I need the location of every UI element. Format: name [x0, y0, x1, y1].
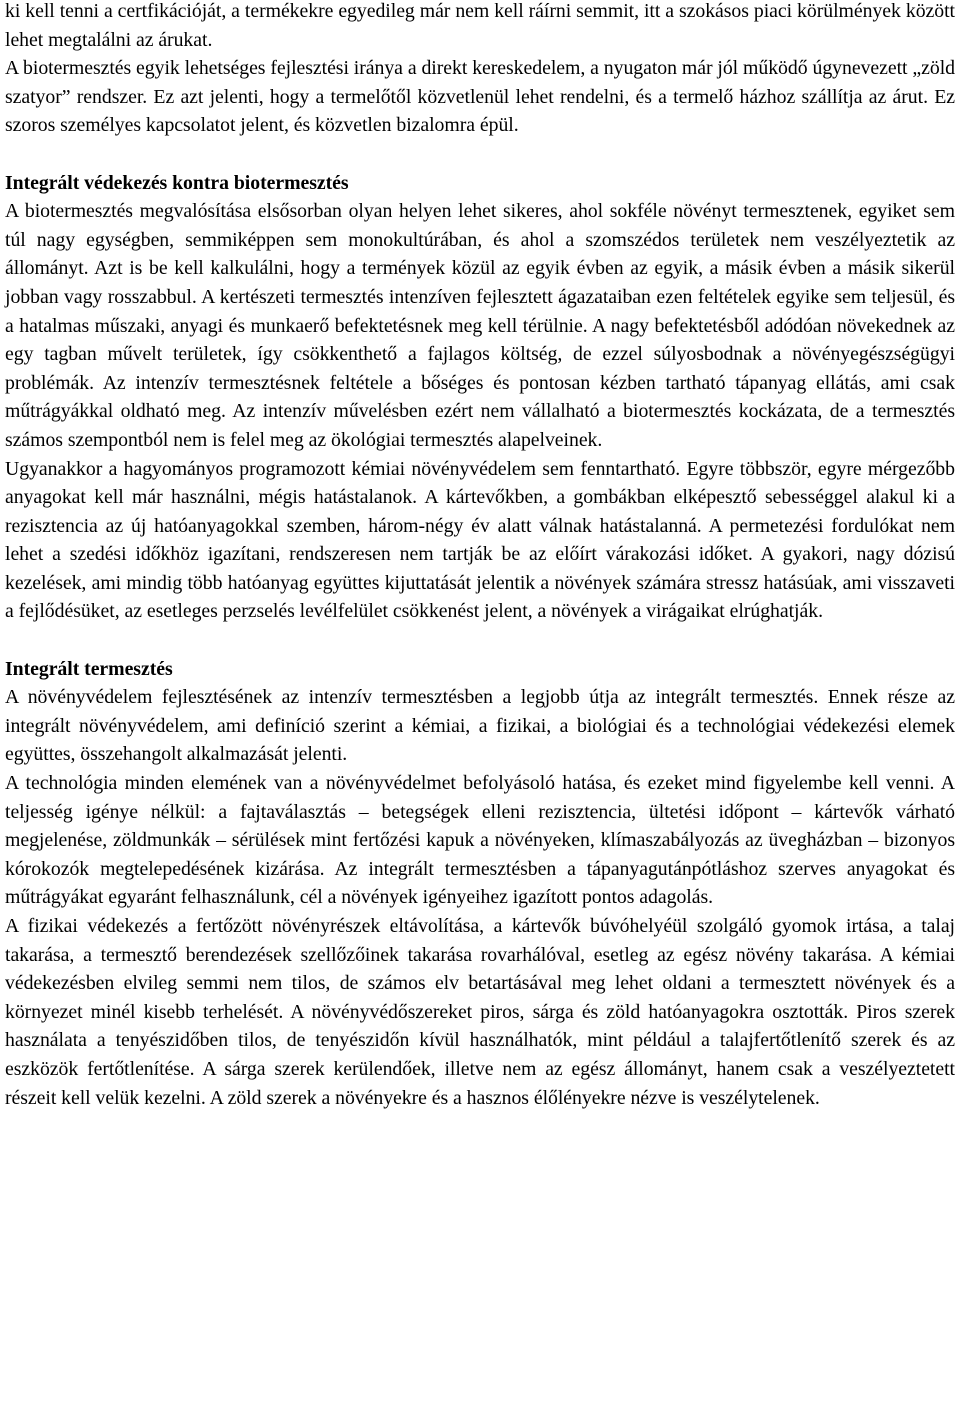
- paragraph-certification: ki kell tenni a certfikációját, a termékekre egyedileg már nem kell ráírni semmit, itt a szokásos piaci körülmények között lehet megtalálni az árukat.: [5, 0, 955, 51]
- section-heading-integrated-vs-bio: Integrált védekezés kontra biotermesztés: [5, 171, 349, 194]
- paragraph-bio-feasibility: A biotermesztés megvalósítása elsősorban olyan helyen lehet sikeres, ahol sokféle növényt termesztenek, egyiket sem túl nagy egységben, semmiképpen sem monokultúrában, és ahol a szomszédos területek nem veszélyeztetik az állományt. Azt is be kell kalkulálni, hogy a termények közül az egyik évben az egyik, a másik évben a másik sikerül jobban vagy rosszabbul. A kertészeti termesztés intenzíven fejlesztett ágazataiban ezen feltételek egyike sem teljesül, és a hatalmas műszaki, anyagi és munkaerő befektetésnek meg kell térülnie. A nagy befektetésből adódóan növekednek az egy tagban művelt területek, így csökkenthető a fajlagos költség, de ezzel súlyosbodnak a növényegészségügyi problémák. Az intenzív termesztésnek feltétele a bőséges és pontosan kézben tartható tápanyag ellátás, ami csak műtrágyákkal oldható meg. Az intenzív művelésben ezért nem vállalható a biotermesztés kockázata, de a termesztés számos szempontból nem is felel meg az ökológiai termesztés alapelveinek.: [5, 200, 955, 451]
- paragraph-integrated-definition: A növényvédelem fejlesztésének az intenzív termesztésben a legjobb útja az integrált termesztés. Ennek része az integrált növényvédelem, ami definíció szerint a kémiai, a fizikai, a biológiai és a technológiai védekezési elemek együttes, összehangolt alkalmazását jelenti.: [5, 686, 955, 766]
- section-heading-integrated-production: Integrált termesztés: [5, 657, 173, 680]
- paragraph-technology-elements: A technológia minden elemének van a növényvédelmet befolyásoló hatása, és ezeket mind figyelembe kell venni. A teljesség igénye nélkül: a fajtaválasztás – betegségek elleni rezisztencia, ültetési időpont – kártevők várható megjelenése, zöldmunkák – sérülések mint fertőzési kapuk a növényeken, klímaszabályozás az üvegházban – bizonyos kórokozók megtelepedésének kizárása. Az integrált termesztésben a tápanyagutánpótláshoz szerves anyagokat és műtrágyákat egyaránt felhasználunk, cél a növények igényeihez igazított pontos adagolás.: [5, 772, 955, 909]
- paragraph-physical-chemical-protection: A fizikai védekezés a fertőzött növényrészek eltávolítása, a kártevők búvóhelyéül szolgáló gyomok irtása, a talaj takarása, a termesztő berendezések szellőzőinek takarása rovarhálóval, esetleg az egész növény takarása. A kémiai védekezésben elvileg semmi nem tilos, de számos elv betartásával meg lehet oldani a termesztett növények és a környezet minél kisebb terhelését. A növényvédőszereket piros, sárga és zöld hatóanyagokra osztották. Piros szerek használata a tenyészidőben tilos, de tenyészidőn kívül használhatók, mint például a talajfertőtlenítő szerek és az eszközök fertőtlenítése. A sárga szerek kerülendőek, illetve nem az egész állományt, hanem csak a veszélyeztetett részeit kell velük kezelni. A zöld szerek a növényekre és a hasznos élőlényekre nézve is veszélytelenek.: [5, 915, 955, 1109]
- paragraph-green-bag: A biotermesztés egyik lehetséges fejlesztési iránya a direkt kereskedelem, a nyugaton már jól működő úgynevezett „zöld szatyor” rendszer. Ez azt jelenti, hogy a termelőtől közvetlenül lehet rendelni, és a termelő házhoz szállítja az árut. Ez szoros személyes kapcsolatot jelent, és közvetlen bizalomra épül.: [5, 57, 955, 137]
- paragraph-chemical-protection: Ugyanakkor a hagyományos programozott kémiai növényvédelem sem fenntartható. Egyre többször, egyre mérgezőbb anyagokat kell már használni, mégis hatástalanok. A kártevőkben, a gombákban elképesztő sebességgel alakul ki a rezisztencia az új hatóanyagokkal szemben, három-négy év alatt válnak hatástalanná. A permetezési fordulókat nem lehet a szedési időkhöz igazítani, rendszeresen nem tartják be az előírt várakozási időket. A gyakori, nagy dózisú kezelések, ami mindig több hatóanyag együttes kijuttatását jelentik a növények számára stressz hatásúak, ami visszaveti a fejlődésüket, az esetleges perzselés levélfelület csökkenést jelent, a növények a virágaikat elrúghatják.: [5, 457, 955, 623]
